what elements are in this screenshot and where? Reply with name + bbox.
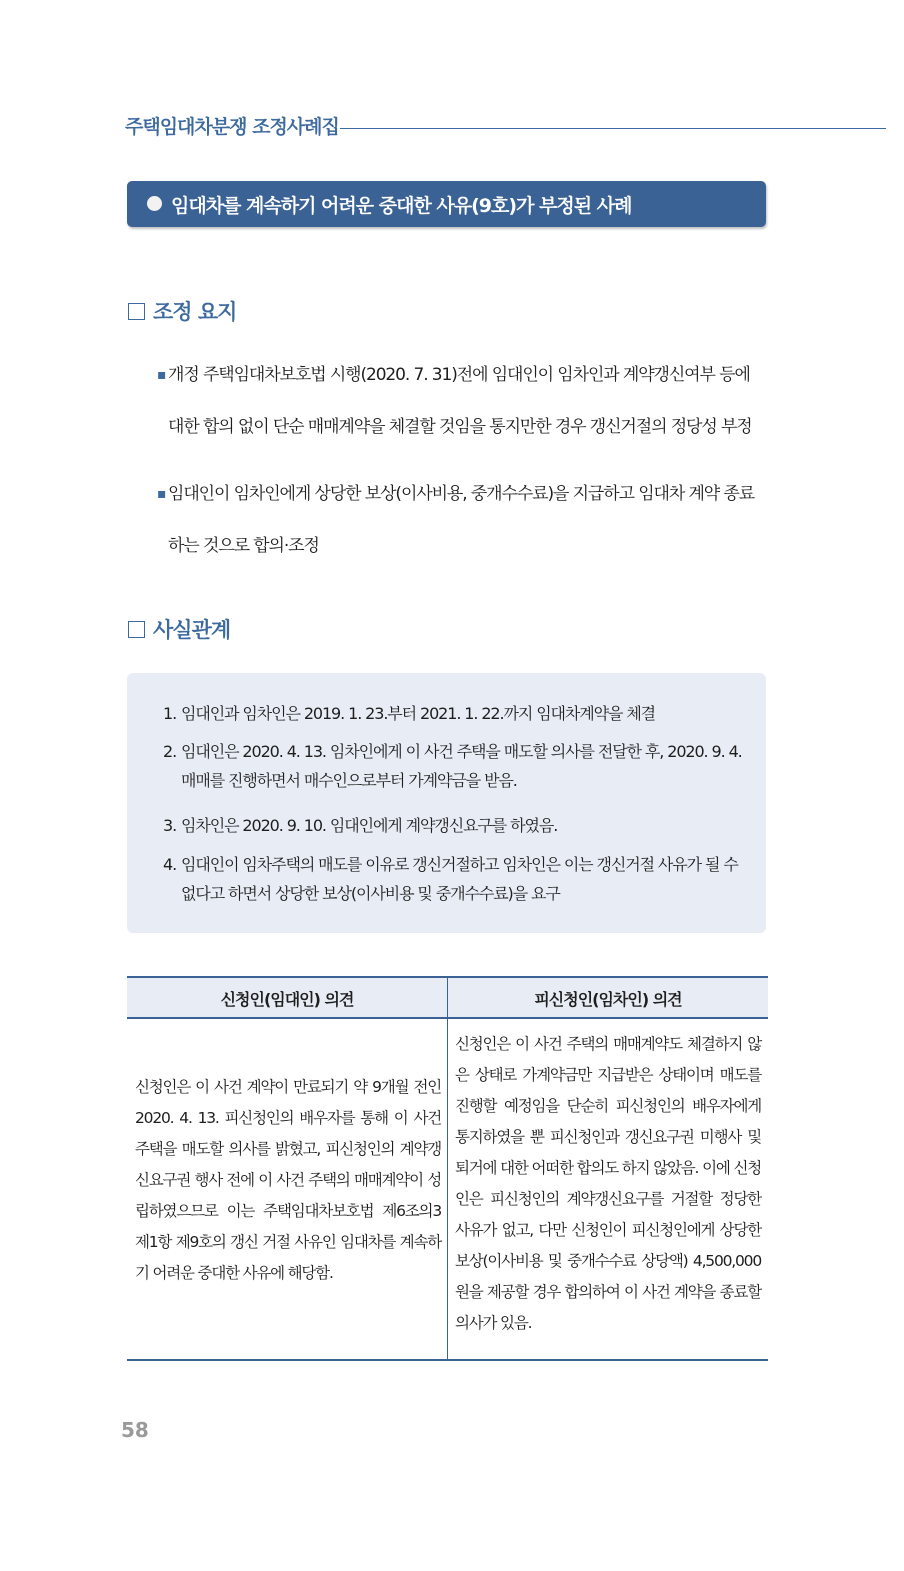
square-bullet-icon: ▪	[157, 367, 166, 383]
running-head: 주택임대차분쟁 조정사례집	[125, 116, 339, 138]
fact-text: 임대인과 임차인은 2019. 1. 23.부터 2021. 1. 22.까지 임대차계약을 체결	[181, 704, 656, 723]
summary-bullet	[157, 468, 769, 572]
respondent-opinion: 신청인은 이 사건 주택의 매매계약도 체결하지 않은 상태로 가계약금만 지급받은 상태이며 매도를 진행할 예정임을 단순히 피신청인의 배우자에게 통지하였을 뿐 피신청인과 갱신요구권 미행사 및 퇴거에 대한 어떠한 합의도 하지 않았음. 이에 신청인은 피신청인의 계약갱신요구를 거절할 정당한 사유가 없고, 다만 신청인이 피신청인에게 상당한 보상(이사비용 및 중개수수료 상당액) 4,500,000원을 제공할 경우 합의하여 이 사건 계약을 종료할 의사가 있음.	[455, 1035, 761, 1332]
fact-number: 2.	[163, 742, 177, 761]
respondent-header: 피신청인(임차인) 의견	[534, 990, 682, 1009]
summary-heading-label: 조정 요지	[153, 300, 237, 324]
facts-heading	[128, 614, 230, 644]
applicant-opinion: 신청인은 이 사건 계약이 만료되기 약 9개월 전인 2020. 4. 13. 피신청인의 배우자를 통해 이 사건 주택을 매도할 의사를 밝혔고, 피신청인의 계약갱신요구권 행사 전에 이 사건 주택의 매매계약이 성립하였으므로 이는 주택임대차보호법 제6조의3 제1항 제9호의 갱신 거절 사유인 임대차를 계속하기 어려운 중대한 사유에 해당함.	[135, 1078, 441, 1282]
fact-item	[163, 850, 753, 908]
fact-text: 임대인이 임차주택의 매도를 이유로 갱신거절하고 임차인은 이는 갱신거절 사유가 될 수 없다고 하면서 상당한 보상(이사비용 및 중개수수료)을 요구	[181, 855, 738, 903]
case-title-banner	[127, 181, 766, 227]
summary-bullet-text: 임대인이 임차인에게 상당한 보상(이사비용, 중개수수료)을 지급하고 임대차 계약 종료하는 것으로 합의·조정	[168, 484, 755, 556]
page-number: 58	[121, 1418, 149, 1442]
column-divider	[447, 978, 448, 1359]
case-title: 임대차를 계속하기 어려운 중대한 사유(9호)가 부정된 사례	[171, 195, 632, 217]
header-rule	[340, 128, 886, 129]
fact-item	[163, 699, 753, 728]
fact-number: 1.	[163, 704, 177, 723]
checkbox-square-icon	[128, 621, 145, 638]
fact-number: 3.	[163, 816, 177, 835]
facts-heading-label: 사실관계	[153, 618, 231, 642]
fact-text: 임차인은 2020. 9. 10. 임대인에게 계약갱신요구를 하였음.	[181, 816, 558, 835]
checkbox-square-icon	[128, 303, 145, 320]
summary-bullet	[157, 349, 769, 453]
applicant-header: 신청인(임대인) 의견	[220, 990, 354, 1009]
square-bullet-icon: ▪	[157, 486, 166, 502]
summary-heading	[128, 296, 236, 326]
fact-item	[163, 737, 753, 795]
fact-text: 임대인은 2020. 4. 13. 임차인에게 이 사건 주택을 매도할 의사를 전달한 후, 2020. 9. 4. 매매를 진행하면서 매수인으로부터 가계약금을 받음.	[181, 742, 742, 790]
fact-number: 4.	[163, 855, 177, 874]
bullet-dot-icon	[147, 196, 162, 211]
opinion-table	[127, 976, 768, 1361]
fact-item	[163, 811, 753, 840]
summary-bullet-text: 개정 주택임대차보호법 시행(2020. 7. 31)전에 임대인이 임차인과 계약갱신여부 등에 대한 합의 없이 단순 매매계약을 체결할 것임을 통지만한 경우 갱신거절의 정당성 부정	[168, 365, 752, 437]
